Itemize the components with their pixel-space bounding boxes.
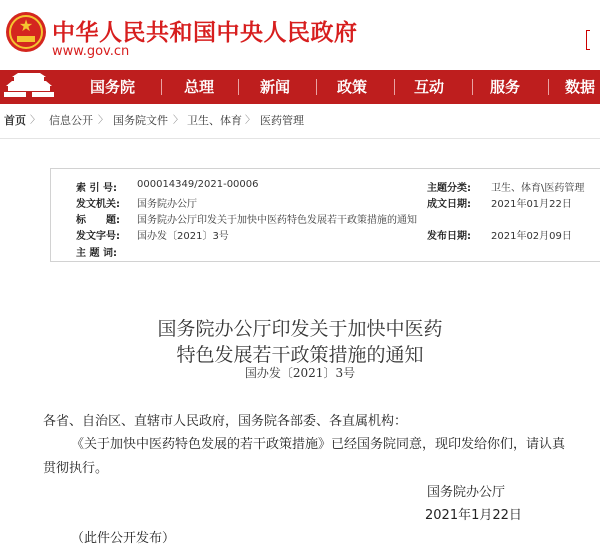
meta-index-label: 索 引 号: xyxy=(76,183,117,194)
breadcrumb-health-sports[interactable]: 卫生、体育 xyxy=(187,114,242,127)
signature-organization: 国务院办公厅 xyxy=(427,485,506,500)
breadcrumb-state-council-docs[interactable]: 国务院文件 xyxy=(113,114,168,127)
meta-issuer-value: 国务院办公厅 xyxy=(137,199,197,210)
site-url[interactable]: www.gov.cn xyxy=(52,44,130,59)
breadcrumb xyxy=(0,104,600,139)
nav-item-data[interactable]: 数据 xyxy=(565,78,596,96)
meta-issuer-label: 发文机关: xyxy=(76,199,120,210)
signature-date: 2021年1月22日 xyxy=(425,508,522,523)
nav-item-services[interactable]: 服务 xyxy=(490,78,521,96)
nav-divider xyxy=(316,79,317,95)
meta-docno-label: 发文字号: xyxy=(76,231,120,242)
article-body-line-1: 《关于加快中医药特色发展的若干政策措施》已经国务院同意，现印发给你们，请认真 xyxy=(71,437,566,452)
breadcrumb-medicine-management[interactable]: 医药管理 xyxy=(260,114,304,127)
meta-docno-value: 国办发〔2021〕3号 xyxy=(137,231,229,242)
article-body-line-2: 贯彻执行。 xyxy=(43,461,109,476)
publication-note: （此件公开发布） xyxy=(71,531,176,546)
breadcrumb-separator: 〉 xyxy=(98,115,108,126)
article-title-line-1: 国务院办公厅印发关于加快中医药 xyxy=(157,318,443,340)
nav-divider xyxy=(472,79,473,95)
meta-published-value: 2021年02月09日 xyxy=(491,231,572,242)
breadcrumb-info-disclosure[interactable]: 信息公开 xyxy=(49,114,93,127)
breadcrumb-home[interactable]: 首页 xyxy=(4,114,26,127)
meta-title-value: 国务院办公厅印发关于加快中医药特色发展若干政策措施的通知 xyxy=(137,215,417,226)
meta-title-label: 标 题: xyxy=(76,215,120,226)
site-header xyxy=(0,0,600,70)
article-doc-number: 国办发〔2021〕3号 xyxy=(244,366,356,380)
article-salutation: 各省、自治区、直辖市人民政府，国务院各部委、各直属机构： xyxy=(43,414,408,429)
meta-subject-label: 主 题 词: xyxy=(76,248,117,259)
nav-item-interaction[interactable]: 互动 xyxy=(414,78,445,96)
breadcrumb-separator: 〉 xyxy=(173,115,183,126)
breadcrumb-separator: 〉 xyxy=(30,115,40,126)
header-edge-decoration xyxy=(586,30,590,50)
meta-published-label: 发布日期: xyxy=(427,231,471,242)
meta-category-label: 主题分类: xyxy=(427,183,471,194)
site-title[interactable]: 中华人民共和国中央人民政府 xyxy=(52,20,358,46)
nav-divider xyxy=(548,79,549,95)
nav-divider xyxy=(394,79,395,95)
meta-created-value: 2021年01月22日 xyxy=(491,199,572,210)
nav-item-news[interactable]: 新闻 xyxy=(260,78,291,96)
main-nav xyxy=(0,70,600,104)
national-emblem-icon[interactable]: ★ xyxy=(6,12,46,52)
article-title-line-2: 特色发展若干政策措施的通知 xyxy=(176,344,424,366)
meta-category-value: 卫生、体育\医药管理 xyxy=(491,183,585,194)
nav-item-policy[interactable]: 政策 xyxy=(337,78,368,96)
document-metadata-box xyxy=(50,168,600,262)
nav-divider xyxy=(161,79,162,95)
tiananmen-icon[interactable] xyxy=(0,70,62,104)
breadcrumb-separator: 〉 xyxy=(245,115,255,126)
meta-created-label: 成文日期: xyxy=(427,199,471,210)
nav-item-state-council[interactable]: 国务院 xyxy=(90,78,136,96)
meta-index-value: 000014349/2021-00006 xyxy=(137,179,259,190)
nav-item-premier[interactable]: 总理 xyxy=(184,78,215,96)
nav-divider xyxy=(238,79,239,95)
